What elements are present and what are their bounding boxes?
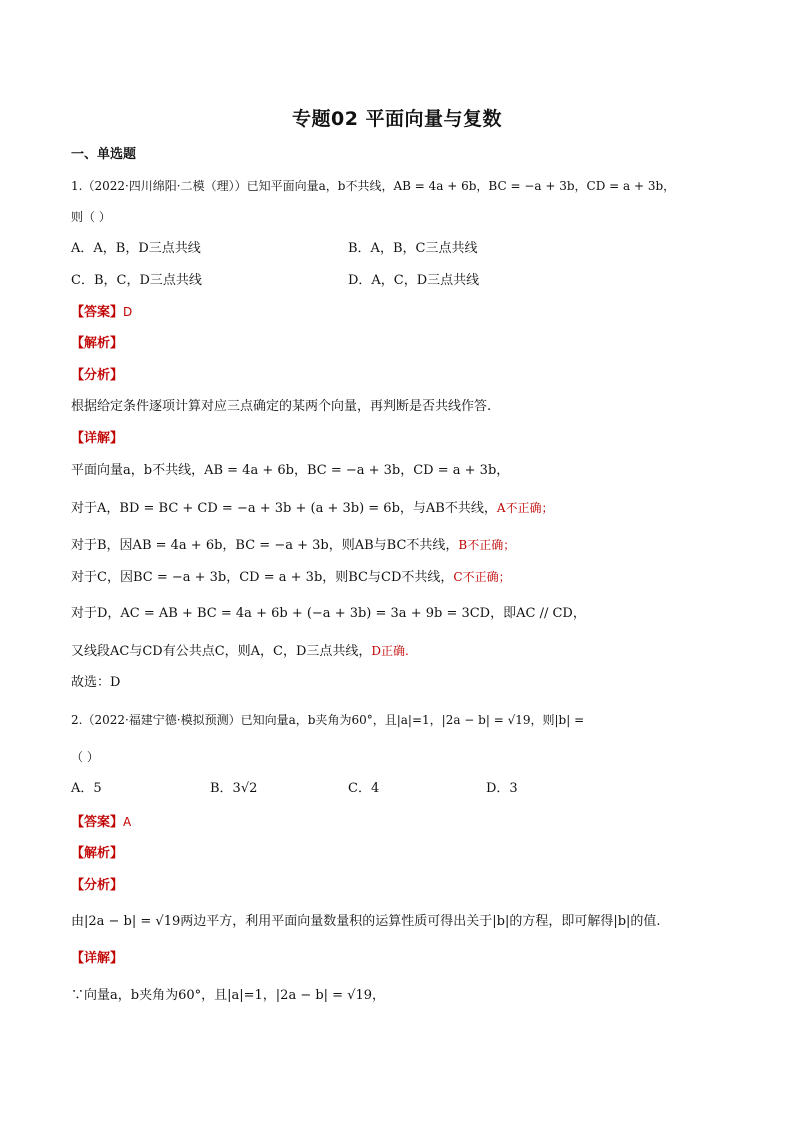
q2-stem-cont: （ ）: [71, 750, 99, 764]
q2-stem: 2.（2022·福建宁德·模拟预测）已知向量a，b夹角为60°，且|a|=1，|2a − b| = √19，则|b| =: [71, 713, 585, 727]
q2-option-d: D．3: [486, 781, 518, 796]
q1-option-d: D．A，C，D三点共线: [348, 273, 480, 288]
q1-option-c: C．B，C，D三点共线: [71, 273, 202, 288]
q1-answer-row: [71, 302, 132, 323]
q2-detail-line-1: ∵向量a，b夹角为60°，且|a|=1，|2a − b| = √19，: [71, 988, 386, 1003]
q1-option-a: A．A，B，D三点共线: [71, 241, 201, 256]
analysis-tag: 【解析】: [71, 336, 124, 351]
page-title: 专题02 平面向量与复数: [291, 108, 503, 130]
q2-fenxi-text: 由|2a − b| = √19两边平方，利用平面向量数量积的运算性质可得出关于|b|的方程，即可解得|b|的值.: [71, 914, 661, 929]
q1-detail-line-5: 对于D，AC = AB + BC = 4a + 6b + (−a + 3b) = 3a + 9b = 3CD，即AC // CD，: [71, 606, 586, 621]
q2-answer-row: [71, 812, 131, 833]
q1-option-b: B．A，B，C三点共线: [348, 241, 478, 256]
answer-value: A: [123, 815, 132, 829]
fenxi-tag: 【分析】: [71, 878, 124, 893]
q1-detail-line-3: 对于B，因AB = 4a + 6b，BC = −a + 3b，则AB与BC不共线，B不正确；: [71, 538, 516, 553]
q1-detail-line-1: 平面向量a，b不共线，AB = 4a + 6b，BC = −a + 3b，CD = a + 3b，: [71, 463, 510, 478]
xiangjie-tag: 【详解】: [71, 951, 124, 966]
analysis-tag: 【解析】: [71, 846, 124, 861]
q1-stem-cont: 则（ ）: [71, 210, 111, 224]
xiangjie-tag: 【详解】: [71, 431, 124, 446]
q1-detail-line-4: 对于C，因BC = −a + 3b，CD = a + 3b，则BC与CD不共线，C不正确；: [71, 570, 511, 585]
q2-option-a: A．5: [71, 781, 102, 796]
q1-choose: 故选：D: [71, 675, 121, 690]
answer-value: D: [123, 305, 133, 319]
answer-tag: 【答案】: [71, 305, 124, 320]
section-heading: 一、单选题: [71, 147, 137, 162]
answer-tag: 【答案】: [71, 815, 124, 830]
q1-stem: 1.（2022·四川绵阳·二模（理））已知平面向量a，b不共线，AB = 4a + 6b，BC = −a + 3b，CD = a + 3b，: [71, 179, 676, 193]
fenxi-tag: 【分析】: [71, 368, 124, 383]
q1-fenxi-text: 根据给定条件逐项计算对应三点确定的某两个向量，再判断是否共线作答.: [71, 399, 492, 414]
q2-option-c: C．4: [348, 781, 380, 796]
q2-option-b: B．3√2: [210, 781, 258, 796]
q1-detail-line-2: 对于A，BD = BC + CD = −a + 3b + (a + 3b) = 6b，与AB不共线，A不正确；: [71, 501, 554, 516]
q1-detail-line-6: 又线段AC与CD有公共点C，则A，C，D三点共线，D正确.: [71, 644, 409, 659]
